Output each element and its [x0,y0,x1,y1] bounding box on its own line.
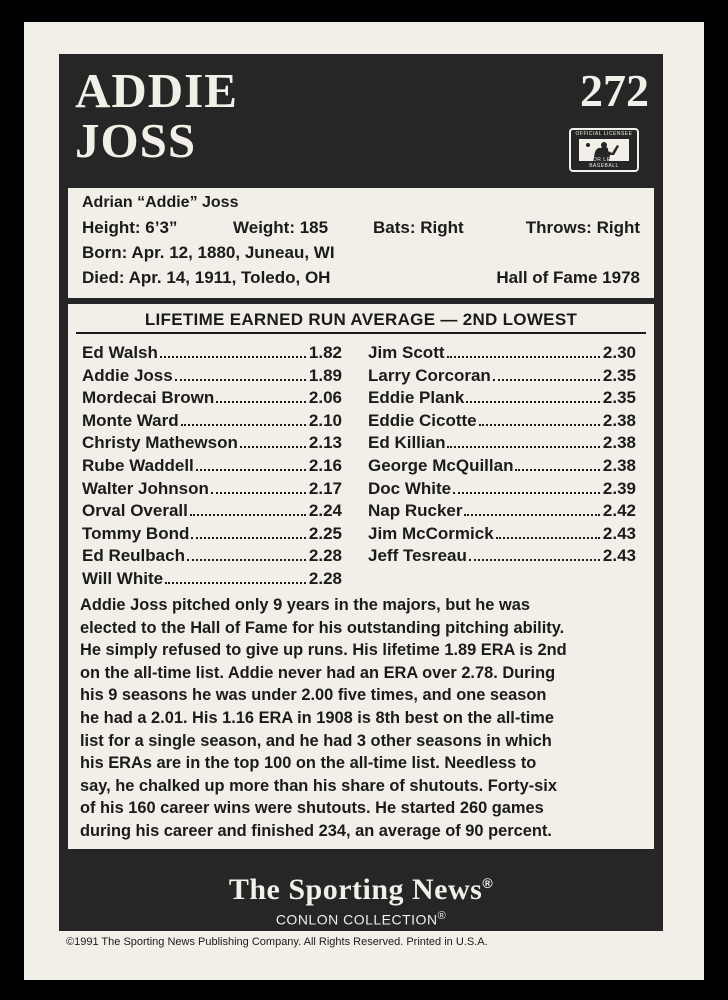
leader-dots [196,469,306,471]
baseball-card [24,22,704,980]
leader-dots [187,559,306,561]
stats-box [68,304,654,849]
era-row [82,387,342,410]
era-list-left [82,342,342,591]
summary-line: during his career and finished 234, an average of 90 percent. [80,821,552,840]
player-last-name: JOSS [75,113,197,168]
mlb-licensee-logo-icon [569,128,639,172]
era-value: 2.43 [602,523,636,543]
era-value: 2.24 [308,501,342,521]
era-row [82,455,342,478]
hall-of-fame: Hall of Fame 1978 [496,268,640,287]
era-value: 2.39 [602,478,636,498]
career-summary [80,594,642,843]
era-row [368,500,636,523]
leader-dots [464,514,599,516]
registered-mark: ® [482,875,494,891]
died: Died: Apr. 14, 1911, Toledo, OH [82,268,331,287]
leader-dots [190,514,306,516]
summary-line: He simply refused to give up runs. His lifetime 1.89 ERA is 2nd [80,641,567,660]
pitcher-name: Mordecai Brown [82,388,215,408]
leader-dots [466,401,600,403]
era-value: 2.28 [308,568,342,588]
weight: Weight: 185 [233,218,329,237]
brand-logo [59,866,663,929]
leader-dots [469,559,600,561]
pitcher-name: George McQuillan [368,455,514,475]
era-list-right [368,342,636,568]
leader-dots [496,537,600,539]
era-value: 2.35 [602,388,636,408]
pitcher-name: Tommy Bond [82,523,190,543]
era-row [82,523,342,546]
era-row [82,568,342,591]
era-value: 2.06 [308,388,342,408]
pitcher-name: Doc White [368,478,452,498]
pitcher-name: Addie Joss [82,365,173,385]
pitcher-name: Monte Ward [82,410,179,430]
summary-line: Addie Joss pitched only 9 years in the majors, but he was [80,596,530,614]
era-row [82,432,342,455]
leader-dots [175,379,306,381]
logo-bottom-text: MAJOR LEAGUE BASEBALL [581,157,627,169]
summary-line: say, he chalked up more than his share of shutouts. Forty-six [80,776,557,795]
player-first-name: ADDIE [75,63,238,118]
pitcher-name: Will White [82,568,164,588]
leader-dots [453,492,600,494]
leader-dots [515,469,599,471]
leader-dots [447,446,599,448]
pitcher-name: Eddie Plank [368,388,465,408]
era-value: 2.38 [602,410,636,430]
pitcher-name: Rube Waddell [82,455,194,475]
pitcher-name: Ed Walsh [82,343,158,362]
era-row [368,365,636,388]
pitcher-name: Ed Killian [368,433,446,453]
era-value: 2.42 [602,501,636,521]
leader-dots [447,356,600,358]
era-row [82,342,342,365]
era-row [82,545,342,568]
era-value: 2.30 [602,343,636,362]
pitcher-name: Orval Overall [82,501,188,521]
era-row [368,410,636,433]
era-value: 2.35 [602,365,636,385]
card-number: 272 [580,65,649,116]
era-value: 2.38 [602,455,636,475]
summary-line: his ERAs are in the top 100 on the all-time list. Needless to [80,754,537,773]
player-name [75,63,238,168]
leader-dots [216,401,306,403]
pitcher-name: Jim McCormick [368,523,494,543]
summary-line: elected to the Hall of Fame for his outstanding pitching ability. [80,618,565,637]
era-value: 2.25 [308,523,342,543]
copyright-notice: ©1991 The Sporting News Publishing Company. All Rights Reserved. Printed in U.S.A. [66,936,488,948]
era-row [82,478,342,501]
summary-line: he had a 2.01. His 1.16 ERA in 1908 is 8th best on the all-time [80,708,554,727]
collection-name-text: CONLON COLLECTION [275,911,438,928]
leader-dots [211,492,306,494]
era-row [82,500,342,523]
summary-line: of his 160 career wins were shutouts. He started 260 games [80,799,544,818]
pitcher-name: Christy Mathewson [82,433,238,453]
logo-top-text: OFFICIAL LICENSEE [575,131,633,137]
era-row [368,455,636,478]
leader-dots [240,446,306,448]
pitcher-name: Jim Scott [368,343,445,362]
era-value: 2.38 [602,433,636,453]
era-row [368,342,636,365]
registered-mark: ® [437,910,447,922]
pitcher-name: Jeff Tesreau [368,546,467,566]
height: Height: 6’3” [82,218,178,237]
leader-dots [191,537,306,539]
era-row [368,523,636,546]
era-value: 2.10 [308,410,342,430]
era-row [368,545,636,568]
stats-title: LIFETIME EARNED RUN AVERAGE — 2ND LOWEST [76,308,646,334]
bats: Bats: Right [373,218,464,237]
era-value: 2.16 [308,455,342,475]
era-value: 2.13 [308,433,342,453]
card-back-panel [59,54,663,931]
leader-dots [181,424,306,426]
full-name: Adrian “Addie” Joss [82,194,239,211]
brand-name-text: The Sporting News [228,873,483,906]
leader-dots [160,356,306,358]
summary-line: his 9 seasons he was under 2.00 five times, and one season [80,686,547,705]
era-row [368,387,636,410]
era-row [82,365,342,388]
era-row [82,410,342,433]
era-row [368,432,636,455]
era-value: 1.89 [308,365,342,385]
pitcher-name: Ed Reulbach [82,546,185,566]
pitcher-name: Nap Rucker [368,501,463,521]
era-value: 1.82 [308,343,342,362]
brand-name [59,866,663,907]
summary-line: on the all-time list. Addie never had an ERA over 2.78. During [80,663,556,682]
era-value: 2.28 [308,546,342,566]
leader-dots [493,379,600,381]
leader-dots [479,424,600,426]
pitcher-name: Walter Johnson [82,478,209,498]
summary-line: list for a single season, and he had 3 other seasons in which [80,731,552,750]
leader-dots [165,582,306,584]
era-value: 2.43 [602,546,636,566]
era-row [368,478,636,501]
pitcher-name: Larry Corcoran [368,365,491,385]
throws: Throws: Right [525,218,640,237]
born: Born: Apr. 12, 1880, Juneau, WI [82,243,335,262]
era-value: 2.17 [308,478,342,498]
pitcher-name: Eddie Cicotte [368,410,477,430]
collection-name [59,907,663,929]
bio-box [68,188,654,298]
